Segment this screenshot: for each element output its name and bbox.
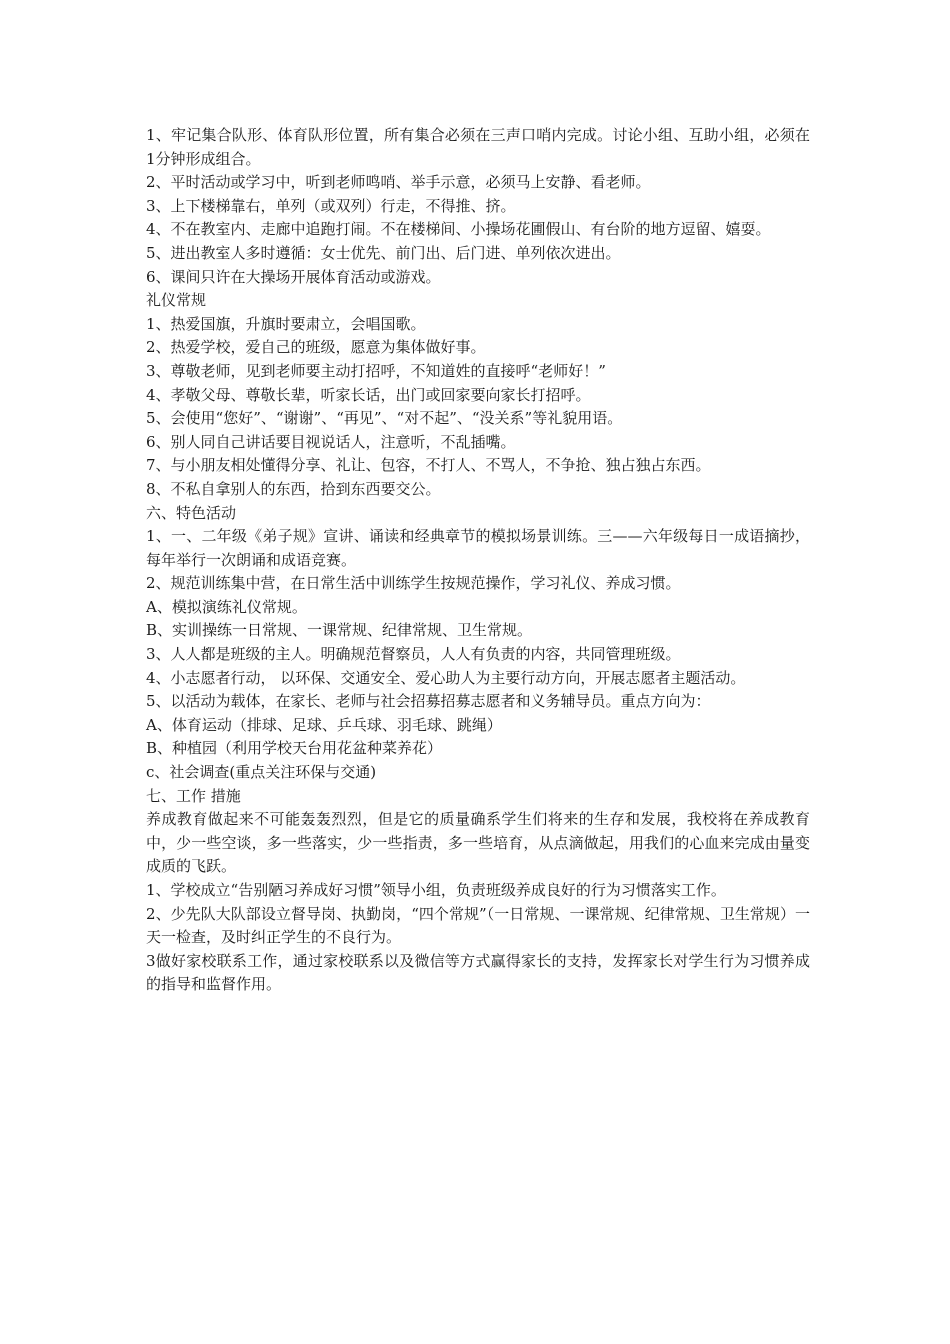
paragraph: 6、课间只许在大操场开展体育活动或游戏。 xyxy=(146,267,441,286)
paragraph: 8、不私自拿别人的东西，拾到东西要交公。 xyxy=(146,479,441,498)
paragraph: 5、进出教室人多时遵循：女士优先、前门出、后门进、单列依次进出。 xyxy=(146,243,621,262)
paragraph: 3、上下楼梯靠右，单列（或双列）行走，不得推、挤。 xyxy=(146,196,516,215)
paragraph: 2、少先队大队部设立督导岗、执勤岗，“四个常规”（一日常规、一课常规、纪律常规、卫生常规）一天一检查，及时纠正学生的不良行为。 xyxy=(146,904,810,947)
paragraph: 7、与小朋友相处懂得分享、礼让、包容，不打人、不骂人，不争抢、独占独占东西。 xyxy=(146,456,711,475)
paragraph: 3、人人都是班级的主人。明确规范督察员，人人有负责的内容，共同管理班级。 xyxy=(146,645,681,664)
paragraph: 4、小志愿者行动， 以环保、交通安全、爱心助人为主要行动方向，开展志愿者主题活动。 xyxy=(146,668,746,687)
paragraph: 5、以活动为载体，在家长、老师与社会招募招募志愿者和义务辅导员。重点方向为： xyxy=(146,692,711,711)
paragraph: 3、尊敬老师，见到老师要主动打招呼，不知道姓的直接呼“老师好！” xyxy=(146,361,606,380)
paragraph: 养成教育做起来不可能轰轰烈烈，但是它的质量确系学生们将来的生存和发展，我校将在养成教育中，少一些空谈，多一些落实，少一些指责，多一些培育，从点滴做起，用我们的心血来完成由量变成质的飞跃。 xyxy=(146,810,810,876)
paragraph: 1、热爱国旗，升旗时要肃立，会唱国歌。 xyxy=(146,314,426,333)
section-heading: 六、特色活动 xyxy=(146,503,237,522)
section-heading: 七、工作 措施 xyxy=(146,786,241,805)
paragraph: 1、牢记集合队形、体育队形位置，所有集合必须在三声口哨内完成。讨论小组、互助小组，必须在1分钟形成组合。 xyxy=(146,126,810,168)
paragraph: 2、热爱学校，爱自己的班级，愿意为集体做好事。 xyxy=(146,338,486,357)
paragraph: B、实训操练一日常规、一课常规、纪律常规、卫生常规。 xyxy=(146,621,533,640)
paragraph: 6、别人同自己讲话要目视说话人，注意听，不乱插嘴。 xyxy=(146,432,516,451)
paragraph: 4、孝敬父母、尊敬长辈，听家长话，出门或回家要向家长打招呼。 xyxy=(146,385,591,404)
paragraph: 4、不在教室内、走廊中追跑打闹。不在楼梯间、小操场花圃假山、有台阶的地方逗留、嬉耍。 xyxy=(146,220,771,239)
document-body xyxy=(146,124,810,997)
paragraph: 2、平时活动或学习中，听到老师鸣哨、举手示意，必须马上安静、看老师。 xyxy=(146,173,651,192)
paragraph: A、模拟演练礼仪常规。 xyxy=(146,597,307,616)
paragraph: 5、会使用“您好”、“谢谢”、“再见”、“对不起”、“没关系”等礼貌用语。 xyxy=(146,409,623,428)
paragraph: 1、学校成立“告别陋习养成好习惯”领导小组，负责班级养成良好的行为习惯落实工作。 xyxy=(146,881,726,899)
section-heading: 礼仪常规 xyxy=(146,291,207,310)
paragraph: A、体育运动（排球、足球、乒乓球、羽毛球、跳绳） xyxy=(146,715,502,734)
paragraph: 2、规范训练集中营，在日常生活中训练学生按规范操作，学习礼仪、养成习惯。 xyxy=(146,574,681,593)
paragraph: B、种植园（利用学校天台用花盆种菜养花） xyxy=(146,739,443,758)
paragraph: 3做好家校联系工作，通过家校联系以及微信等方式赢得家长的支持，发挥家长对学生行为习惯养成的指导和监督作用。 xyxy=(146,951,810,994)
paragraph: 1、一、二年级《弟子规》宣讲、诵读和经典章节的模拟场景训练。三——六年级每日一成语摘抄，每年举行一次朗诵和成语竞赛。 xyxy=(146,527,810,569)
paragraph: c、社会调查(重点关注环保与交通) xyxy=(146,763,377,782)
